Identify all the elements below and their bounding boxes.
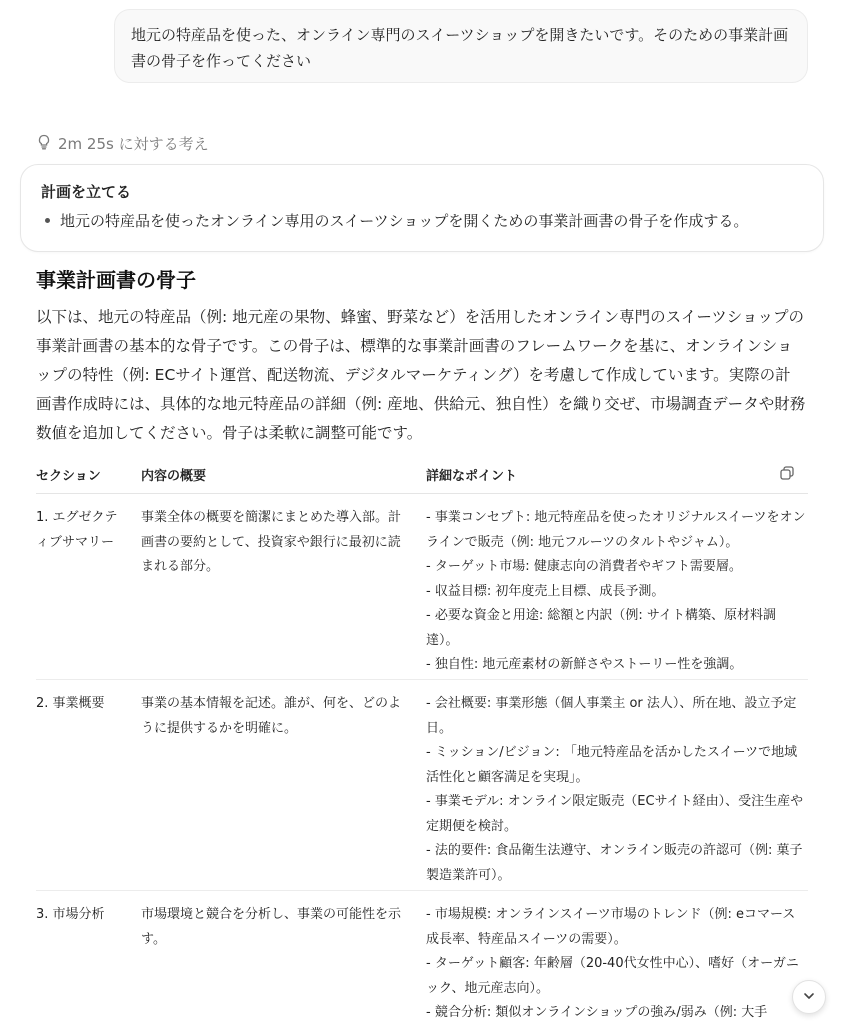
row-section: 2. 事業概要 (36, 696, 105, 711)
plan-table (36, 455, 808, 1031)
point-line: - 収益目標: 初年度売上目標、成長予測。 (426, 583, 665, 599)
table-row (36, 891, 808, 1031)
point-line: - 必要な資金と用途: 総額と内訳（例: サイト構築、原材料調達）。 (426, 608, 776, 648)
point-line: - 事業コンセプト: 地元特産品を使ったオリジナルスイーツをオンラインで販売（例: 地元フルーツのタルトやジャム）。 (426, 510, 806, 550)
intro-paragraph: 以下は、地元の特産品（例: 地元産の果物、蜂蜜、野菜など）を活用したオンライン専門のスイーツショップの事業計画書の基本的な骨子です。この骨子は、標準的な事業計画書のフレームワークを基に、オンラインショップの特性（例: ECサイト運営、配送物流、デジタルマーケティング）を考慮して作成しています。実際の計画書作成時には、具体的な地元特産品の詳細（例: 産地、供給元、独自性）を織り交ぜ、市場調査データや財務数値を追加してください。骨子は柔軟に調整可能です。 (36, 308, 806, 442)
row-overview: 市場環境と競合を分析し、事業の可能性を示す。 (141, 907, 402, 947)
point-line: - 法的要件: 食品衛生法遵守、オンライン販売の許認可（例: 菓子製造業許可）。 (426, 843, 803, 883)
lightbulb-icon (36, 134, 52, 154)
table-row (36, 494, 808, 680)
point-line: - 独自性: 地元産素材の新鮮さやストーリー性を強調。 (426, 657, 743, 672)
row-points (426, 903, 808, 1031)
table-row (36, 680, 808, 891)
row-section: 3. 市場分析 (36, 907, 105, 922)
row-points (426, 506, 808, 679)
user-message-bubble (114, 9, 808, 83)
point-line: - 市場規模: オンラインスイーツ市場のトレンド（例: eコマース成長率、特産品スイーツの需要）。 (426, 907, 796, 947)
bullet-icon (45, 218, 50, 223)
plan-item-text: 地元の特産品を使ったオンライン専用のスイーツショップを開くための事業計画書の骨子を作成する。 (60, 212, 749, 230)
plan-card (20, 164, 824, 252)
row-overview: 事業全体の概要を簡潔にまとめた導入部。計画書の要約として、投資家や銀行に最初に読まれる部分。 (141, 510, 402, 574)
plan-item (41, 210, 803, 231)
plan-title: 計画を立てる (41, 183, 132, 201)
header-section: セクション (36, 468, 101, 484)
header-points: 詳細なポイント (426, 468, 518, 484)
row-section: 1. エグゼクティブサマリー (36, 510, 118, 550)
user-message-text: 地元の特産品を使った、オンライン専門のスイーツショップを開きたいです。そのための事業計画書の骨子を作ってください (131, 26, 789, 70)
row-overview: 事業の基本情報を記述。誰が、何を、どのように提供するかを明確に。 (141, 696, 402, 736)
copy-icon[interactable] (778, 464, 796, 482)
point-line: - 事業モデル: オンライン限定販売（ECサイト経由）、受注生産や定期便を検討。 (426, 794, 804, 834)
point-line: - ターゲット市場: 健康志向の消費者やギフト需要層。 (426, 559, 742, 574)
row-points (426, 692, 808, 890)
thinking-label: 2m 25s に対する考え (58, 135, 209, 153)
document-title: 事業計画書の骨子 (36, 268, 196, 292)
point-line: - 会社概要: 事業形態（個人事業主 or 法人）、所在地、設立予定日。 (426, 696, 797, 736)
scroll-down-button[interactable] (792, 980, 826, 1014)
header-overview: 内容の概要 (141, 468, 207, 484)
table-header (36, 455, 808, 494)
point-line: - ターゲット顧客: 年齢層（20-40代女性中心）、嗜好（オーガニック、地元産志向）。 (426, 956, 799, 996)
chevron-down-icon (802, 988, 816, 1007)
point-line: - ミッション/ビジョン: 「地元特産品を活かしたスイーツで地域活性化と顧客満足を実現」。 (426, 745, 798, 785)
point-line: - 競合分析: 類似オンラインショップの強み/弱み（例: 大手 (426, 1005, 768, 1020)
thinking-toggle[interactable] (36, 133, 209, 154)
